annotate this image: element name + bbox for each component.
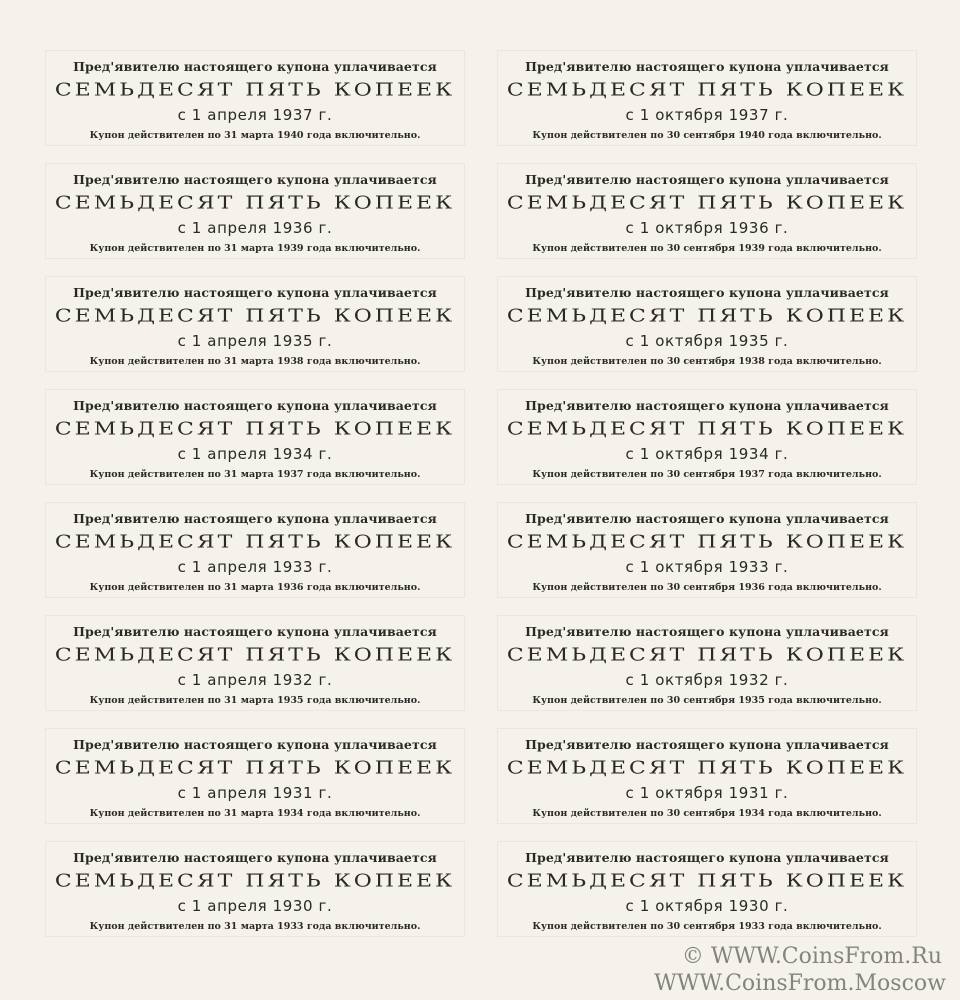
coupon-validity: Купон действителен по 31 марта 1936 года включительно. bbox=[89, 582, 421, 593]
coupon bbox=[45, 615, 465, 711]
coupon-header: Пред'явителю настоящего купона уплачивается bbox=[525, 850, 889, 865]
coupon bbox=[45, 502, 465, 598]
coupon-validity: Купон действителен по 30 сентября 1940 года включительно. bbox=[532, 130, 882, 141]
coupon bbox=[45, 728, 465, 824]
coupon bbox=[497, 502, 917, 598]
coupon bbox=[497, 615, 917, 711]
coupon-amount: СЕМЬДЕСЯТ ПЯТЬ КОПЕЕК bbox=[54, 871, 456, 892]
coupon-amount: СЕМЬДЕСЯТ ПЯТЬ КОПЕЕК bbox=[54, 419, 456, 440]
coupon-date: с 1 октября 1937 г. bbox=[625, 106, 789, 124]
coupon bbox=[497, 389, 917, 485]
coupon-validity: Купон действителен по 31 марта 1939 года включительно. bbox=[89, 243, 421, 254]
coupon-validity: Купон действителен по 31 марта 1935 года включительно. bbox=[89, 695, 421, 706]
coupon-amount: СЕМЬДЕСЯТ ПЯТЬ КОПЕЕК bbox=[54, 758, 456, 779]
coupon-amount: СЕМЬДЕСЯТ ПЯТЬ КОПЕЕК bbox=[506, 193, 908, 214]
coupon bbox=[45, 276, 465, 372]
coupon-validity: Купон действителен по 31 марта 1940 года включительно. bbox=[89, 130, 421, 141]
coupon-date: с 1 апреля 1931 г. bbox=[177, 784, 333, 802]
coupon-date: с 1 октября 1932 г. bbox=[625, 671, 789, 689]
coupon-header: Пред'явителю настоящего купона уплачивается bbox=[73, 511, 437, 526]
coupon bbox=[497, 728, 917, 824]
coupon-amount: СЕМЬДЕСЯТ ПЯТЬ КОПЕЕК bbox=[506, 532, 908, 553]
coupon bbox=[45, 163, 465, 259]
coupon-amount: СЕМЬДЕСЯТ ПЯТЬ КОПЕЕК bbox=[506, 419, 908, 440]
coupon-amount: СЕМЬДЕСЯТ ПЯТЬ КОПЕЕК bbox=[506, 871, 908, 892]
coupon bbox=[45, 841, 465, 937]
coupon-amount: СЕМЬДЕСЯТ ПЯТЬ КОПЕЕК bbox=[54, 80, 456, 101]
coupon-header: Пред'явителю настоящего купона уплачивается bbox=[73, 285, 437, 300]
coupon-amount: СЕМЬДЕСЯТ ПЯТЬ КОПЕЕК bbox=[54, 645, 456, 666]
coupon-header: Пред'явителю настоящего купона уплачивается bbox=[525, 511, 889, 526]
coupon-amount: СЕМЬДЕСЯТ ПЯТЬ КОПЕЕК bbox=[54, 532, 456, 553]
coupon-date: с 1 октября 1934 г. bbox=[625, 445, 789, 463]
coupon bbox=[45, 50, 465, 146]
coupon-header: Пред'явителю настоящего купона уплачивается bbox=[525, 624, 889, 639]
coupon-amount: СЕМЬДЕСЯТ ПЯТЬ КОПЕЕК bbox=[506, 758, 908, 779]
coupon-validity: Купон действителен по 31 марта 1934 года включительно. bbox=[89, 808, 421, 819]
coupon bbox=[497, 841, 917, 937]
coupon bbox=[497, 163, 917, 259]
coupon-date: с 1 апреля 1934 г. bbox=[177, 445, 333, 463]
coupon-validity: Купон действителен по 30 сентября 1938 года включительно. bbox=[532, 356, 882, 367]
coupon-header: Пред'явителю настоящего купона уплачивается bbox=[73, 398, 437, 413]
coupon-validity: Купон действителен по 30 сентября 1935 года включительно. bbox=[532, 695, 882, 706]
coupon bbox=[497, 50, 917, 146]
coupon-amount: СЕМЬДЕСЯТ ПЯТЬ КОПЕЕК bbox=[506, 80, 908, 101]
coupon-date: с 1 апреля 1937 г. bbox=[177, 106, 333, 124]
coupon-header: Пред'явителю настоящего купона уплачивается bbox=[73, 737, 437, 752]
coupon-validity: Купон действителен по 31 марта 1933 года включительно. bbox=[89, 921, 421, 932]
coupon-date: с 1 апреля 1936 г. bbox=[177, 219, 333, 237]
coupon-header: Пред'явителю настоящего купона уплачивается bbox=[73, 850, 437, 865]
coupon-validity: Купон действителен по 31 марта 1938 года включительно. bbox=[89, 356, 421, 367]
coupon-amount: СЕМЬДЕСЯТ ПЯТЬ КОПЕЕК bbox=[54, 193, 456, 214]
coupon-validity: Купон действителен по 30 сентября 1934 года включительно. bbox=[532, 808, 882, 819]
coupon-date: с 1 апреля 1930 г. bbox=[177, 897, 333, 915]
coupon-header: Пред'явителю настоящего купона уплачивается bbox=[525, 398, 889, 413]
coupon-header: Пред'явителю настоящего купона уплачивается bbox=[73, 59, 437, 74]
coupon-date: с 1 октября 1930 г. bbox=[625, 897, 789, 915]
coupon-validity: Купон действителен по 30 сентября 1933 года включительно. bbox=[532, 921, 882, 932]
coupon-date: с 1 октября 1936 г. bbox=[625, 219, 789, 237]
coupon-header: Пред'явителю настоящего купона уплачивается bbox=[73, 624, 437, 639]
coupon-date: с 1 апреля 1932 г. bbox=[177, 671, 333, 689]
coupon-date: с 1 октября 1933 г. bbox=[625, 558, 789, 576]
coupon-validity: Купон действителен по 30 сентября 1937 года включительно. bbox=[532, 469, 882, 480]
coupon-header: Пред'явителю настоящего купона уплачивается bbox=[525, 59, 889, 74]
coupon-amount: СЕМЬДЕСЯТ ПЯТЬ КОПЕЕК bbox=[54, 306, 456, 327]
coupon-date: с 1 апреля 1935 г. bbox=[177, 332, 333, 350]
coupon-date: с 1 октября 1931 г. bbox=[625, 784, 789, 802]
coupon bbox=[497, 276, 917, 372]
coupon-header: Пред'явителю настоящего купона уплачивается bbox=[525, 737, 889, 752]
coupon-amount: СЕМЬДЕСЯТ ПЯТЬ КОПЕЕК bbox=[506, 645, 908, 666]
coupon-validity: Купон действителен по 30 сентября 1936 года включительно. bbox=[532, 582, 882, 593]
coupon-validity: Купон действителен по 31 марта 1937 года включительно. bbox=[89, 469, 421, 480]
watermark-line-2: WWW.CoinsFrom.Moscow bbox=[654, 971, 946, 996]
coupon-header: Пред'явителю настоящего купона уплачивается bbox=[525, 285, 889, 300]
coupon-amount: СЕМЬДЕСЯТ ПЯТЬ КОПЕЕК bbox=[506, 306, 908, 327]
coupon-header: Пред'явителю настоящего купона уплачивается bbox=[73, 172, 437, 187]
coupon-header: Пред'явителю настоящего купона уплачивается bbox=[525, 172, 889, 187]
coupon-date: с 1 апреля 1933 г. bbox=[177, 558, 333, 576]
watermark-line-1: © WWW.CoinsFrom.Ru bbox=[681, 944, 942, 969]
coupon bbox=[45, 389, 465, 485]
coupon-date: с 1 октября 1935 г. bbox=[625, 332, 789, 350]
coupon-validity: Купон действителен по 30 сентября 1939 года включительно. bbox=[532, 243, 882, 254]
